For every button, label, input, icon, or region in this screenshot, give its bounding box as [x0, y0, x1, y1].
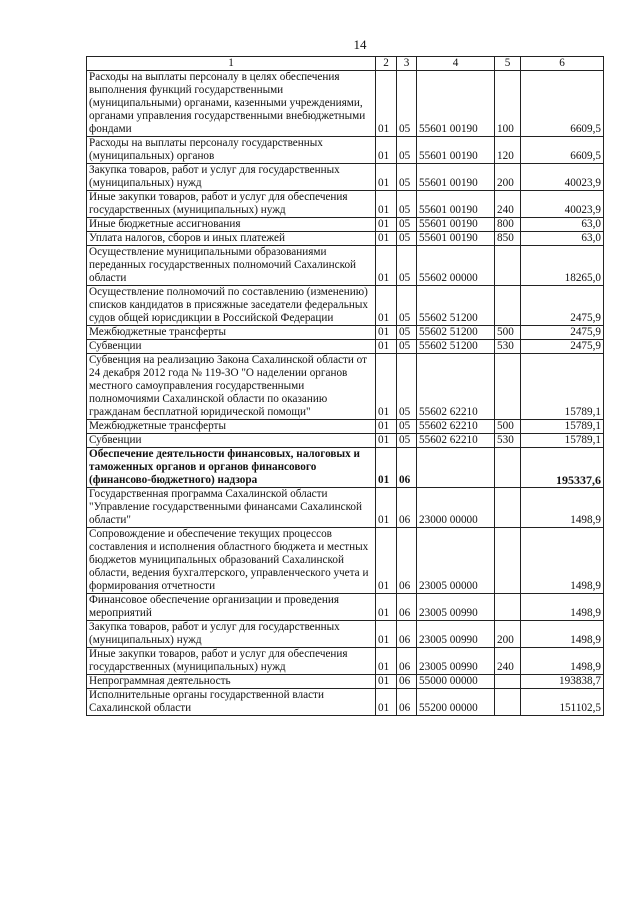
table-row: [87, 675, 604, 689]
row-expense-type: 200: [495, 164, 521, 191]
row-name: Финансовое обеспечение организации и проведения мероприятий: [87, 594, 376, 621]
row-name: Закупка товаров, работ и услуг для государственных (муниципальных) нужд: [87, 164, 376, 191]
row-amount: 2475,9: [521, 286, 604, 326]
row-section: 01: [376, 137, 397, 164]
row-subsection: 06: [397, 448, 417, 488]
row-name: Осуществление полномочий по составлению (изменению) списков кандидатов в присяжные заседатели федеральных судов общей юрисдикции в Российской Федерации: [87, 286, 376, 326]
header-col-3: 3: [397, 57, 417, 71]
row-subsection: 05: [397, 326, 417, 340]
row-target-article: 55200 00000: [417, 689, 495, 716]
row-amount: 6609,5: [521, 137, 604, 164]
row-target-article: 55601 00190: [417, 71, 495, 137]
row-expense-type: [495, 594, 521, 621]
row-section: 01: [376, 528, 397, 594]
table-row: [87, 448, 604, 488]
table-row: [87, 420, 604, 434]
row-subsection: 05: [397, 232, 417, 246]
table-row: [87, 648, 604, 675]
row-target-article: 55000 00000: [417, 675, 495, 689]
row-name: Расходы на выплаты персоналу в целях обеспечения выполнения функций государственными (муниципальными) органами, казенными учреждениями, органами управления государственными внебюджетными фондами: [87, 71, 376, 137]
row-subsection: 06: [397, 648, 417, 675]
row-section: 01: [376, 448, 397, 488]
row-section: 01: [376, 648, 397, 675]
row-subsection: 05: [397, 218, 417, 232]
row-amount: 2475,9: [521, 326, 604, 340]
table-row: [87, 191, 604, 218]
row-name: Расходы на выплаты персоналу государственных (муниципальных) органов: [87, 137, 376, 164]
row-amount: 15789,1: [521, 354, 604, 420]
row-amount: 151102,5: [521, 689, 604, 716]
row-target-article: [417, 448, 495, 488]
table-row: [87, 164, 604, 191]
table-row: [87, 71, 604, 137]
row-section: 01: [376, 246, 397, 286]
row-expense-type: [495, 246, 521, 286]
row-section: 01: [376, 354, 397, 420]
row-section: 01: [376, 164, 397, 191]
row-section: 01: [376, 326, 397, 340]
row-subsection: 05: [397, 420, 417, 434]
row-amount: 18265,0: [521, 246, 604, 286]
table-row: [87, 246, 604, 286]
row-name: Обеспечение деятельности финансовых, налоговых и таможенных органов и органов финансового (финансово-бюджетного) надзора: [87, 448, 376, 488]
row-subsection: 06: [397, 528, 417, 594]
table-row: [87, 594, 604, 621]
header-col-2: 2: [376, 57, 397, 71]
row-subsection: 05: [397, 164, 417, 191]
row-amount: 6609,5: [521, 71, 604, 137]
row-expense-type: 800: [495, 218, 521, 232]
row-expense-type: [495, 286, 521, 326]
table-row: [87, 528, 604, 594]
row-subsection: 05: [397, 286, 417, 326]
row-expense-type: 500: [495, 326, 521, 340]
row-amount: 63,0: [521, 218, 604, 232]
header-col-1: 1: [87, 57, 376, 71]
row-section: 01: [376, 675, 397, 689]
row-amount: 195337,6: [521, 448, 604, 488]
row-amount: 15789,1: [521, 420, 604, 434]
row-amount: 2475,9: [521, 340, 604, 354]
row-name: Иные закупки товаров, работ и услуг для обеспечения государственных (муниципальных) нужд: [87, 648, 376, 675]
row-expense-type: [495, 689, 521, 716]
row-section: 01: [376, 434, 397, 448]
row-target-article: 23005 00990: [417, 648, 495, 675]
row-section: 01: [376, 71, 397, 137]
row-subsection: 05: [397, 191, 417, 218]
row-amount: 1498,9: [521, 488, 604, 528]
row-name: Осуществление муниципальными образованиями переданных государственных полномочий Сахалинской области: [87, 246, 376, 286]
row-target-article: 55601 00190: [417, 218, 495, 232]
row-name: Субвенции: [87, 340, 376, 354]
row-expense-type: 200: [495, 621, 521, 648]
row-expense-type: [495, 354, 521, 420]
row-section: 01: [376, 218, 397, 232]
table-row: [87, 340, 604, 354]
row-subsection: 05: [397, 354, 417, 420]
row-name: Межбюджетные трансферты: [87, 420, 376, 434]
table-row: [87, 326, 604, 340]
row-subsection: 06: [397, 675, 417, 689]
row-subsection: 06: [397, 488, 417, 528]
row-name: Иные бюджетные ассигнования: [87, 218, 376, 232]
row-expense-type: 240: [495, 648, 521, 675]
row-amount: 1498,9: [521, 528, 604, 594]
row-amount: 40023,9: [521, 164, 604, 191]
row-name: Межбюджетные трансферты: [87, 326, 376, 340]
row-section: 01: [376, 191, 397, 218]
budget-table: [86, 56, 604, 716]
header-col-4: 4: [417, 57, 495, 71]
row-expense-type: 530: [495, 340, 521, 354]
row-amount: 1498,9: [521, 594, 604, 621]
row-name: Государственная программа Сахалинской области "Управление государственными финансами Сахалинской области": [87, 488, 376, 528]
row-target-article: 55602 62210: [417, 354, 495, 420]
row-name: Исполнительные органы государственной власти Сахалинской области: [87, 689, 376, 716]
row-name: Субвенции: [87, 434, 376, 448]
table-row: [87, 434, 604, 448]
row-name: Закупка товаров, работ и услуг для государственных (муниципальных) нужд: [87, 621, 376, 648]
row-name: Сопровождение и обеспечение текущих процессов составления и исполнения областного бюджета и местных бюджетов муниципальных образований Сахалинской области, ведения бухгалтерского, управленческого учета и формирования отчетности: [87, 528, 376, 594]
row-expense-type: 850: [495, 232, 521, 246]
header-col-6: 6: [521, 57, 604, 71]
row-target-article: 55602 51200: [417, 286, 495, 326]
row-subsection: 05: [397, 246, 417, 286]
row-subsection: 05: [397, 137, 417, 164]
row-target-article: 55602 00000: [417, 246, 495, 286]
row-section: 01: [376, 340, 397, 354]
row-target-article: 55602 62210: [417, 420, 495, 434]
row-target-article: 55601 00190: [417, 232, 495, 246]
row-name: Иные закупки товаров, работ и услуг для обеспечения государственных (муниципальных) нужд: [87, 191, 376, 218]
row-target-article: 23005 00000: [417, 528, 495, 594]
table-row: [87, 137, 604, 164]
table-header-row: [87, 57, 604, 71]
row-target-article: 55602 62210: [417, 434, 495, 448]
row-subsection: 06: [397, 689, 417, 716]
row-target-article: 23005 00990: [417, 594, 495, 621]
table-row: [87, 354, 604, 420]
row-subsection: 05: [397, 340, 417, 354]
row-section: 01: [376, 420, 397, 434]
row-amount: 1498,9: [521, 648, 604, 675]
row-amount: 40023,9: [521, 191, 604, 218]
row-expense-type: [495, 528, 521, 594]
row-section: 01: [376, 232, 397, 246]
table-row: [87, 621, 604, 648]
row-amount: 15789,1: [521, 434, 604, 448]
row-expense-type: [495, 488, 521, 528]
table-row: [87, 488, 604, 528]
row-expense-type: 500: [495, 420, 521, 434]
table-row: [87, 689, 604, 716]
row-expense-type: 100: [495, 71, 521, 137]
row-target-article: 55602 51200: [417, 340, 495, 354]
row-amount: 1498,9: [521, 621, 604, 648]
page-number: 14: [353, 37, 367, 52]
row-amount: 193838,7: [521, 675, 604, 689]
row-name: Уплата налогов, сборов и иных платежей: [87, 232, 376, 246]
row-subsection: 06: [397, 621, 417, 648]
row-target-article: 55601 00190: [417, 164, 495, 191]
row-section: 01: [376, 594, 397, 621]
row-subsection: 05: [397, 434, 417, 448]
row-amount: 63,0: [521, 232, 604, 246]
row-expense-type: 120: [495, 137, 521, 164]
header-col-5: 5: [495, 57, 521, 71]
row-expense-type: 530: [495, 434, 521, 448]
row-subsection: 06: [397, 594, 417, 621]
table-row: [87, 232, 604, 246]
row-section: 01: [376, 621, 397, 648]
table-row: [87, 286, 604, 326]
row-section: 01: [376, 689, 397, 716]
row-section: 01: [376, 488, 397, 528]
row-section: 01: [376, 286, 397, 326]
row-target-article: 55602 51200: [417, 326, 495, 340]
row-target-article: 55601 00190: [417, 137, 495, 164]
row-target-article: 23005 00990: [417, 621, 495, 648]
row-target-article: 23000 00000: [417, 488, 495, 528]
row-expense-type: 240: [495, 191, 521, 218]
row-name: Субвенция на реализацию Закона Сахалинской области от 24 декабря 2012 года № 119-ЗО "О наделении органов местного самоуправления государственными полномочиями Сахалинской области по оказанию гражданам бесплатной юридической помощи": [87, 354, 376, 420]
row-subsection: 05: [397, 71, 417, 137]
row-name: Непрограммная деятельность: [87, 675, 376, 689]
row-expense-type: [495, 448, 521, 488]
row-target-article: 55601 00190: [417, 191, 495, 218]
row-expense-type: [495, 675, 521, 689]
table-row: [87, 218, 604, 232]
